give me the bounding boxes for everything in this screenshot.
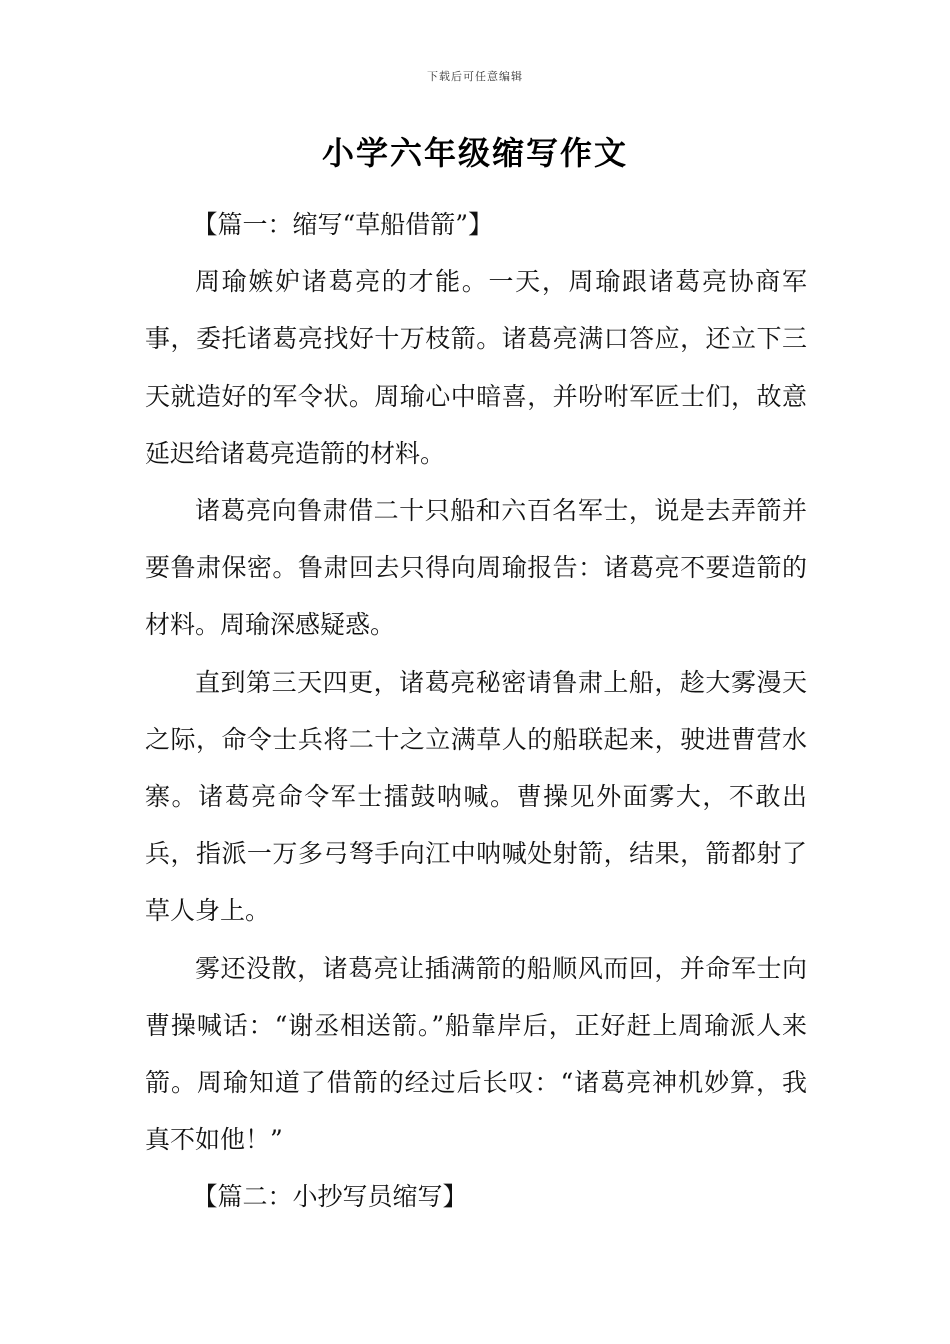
paragraph-1: 周瑜嫉妒诸葛亮的才能。一天，周瑜跟诸葛亮协商军事，委托诸葛亮找好十万枝箭。诸葛亮满口答应，还立下三天就造好的军令状。周瑜心中暗喜，并吩咐军匠士们，故意延迟给诸葛亮造箭的材料。 (145, 267, 807, 468)
section-heading-1: 【篇一：缩写“草船借箭”】 (192, 210, 494, 239)
paragraph-4: 雾还没散，诸葛亮让插满箭的船顺风而回，并命军士向曹操喊话：“谢丞相送箭。”船靠岸后，正好赶上周瑜派人来箭。周瑜知道了借箭的经过后长叹：“诸葛亮神机妙算，我真不如他！” (145, 953, 807, 1155)
document-title: 小学六年级缩写作文 (321, 134, 628, 172)
paragraph-2: 诸葛亮向鲁肃借二十只船和六百名军士，说是去弄箭并要鲁肃保密。鲁肃回去只得向周瑜报告：诸葛亮不要造箭的材料。周瑜深感疑惑。 (145, 496, 807, 640)
paragraph-3: 直到第三天四更，诸葛亮秘密请鲁肃上船，趁大雾漫天之际，命令士兵将二十之立满草人的船联起来，驶进曹营水寨。诸葛亮命令军士擂鼓呐喊。曹操见外面雾大，不敢出兵，指派一万多弓弩手向江中呐喊处射箭，结果，箭都射了草人身上。 (145, 667, 807, 926)
header-note: 下载后可任意编辑 (427, 70, 523, 83)
section-heading-2: 【篇二：小抄写员缩写】 (192, 1182, 468, 1212)
document-body (145, 196, 807, 1226)
